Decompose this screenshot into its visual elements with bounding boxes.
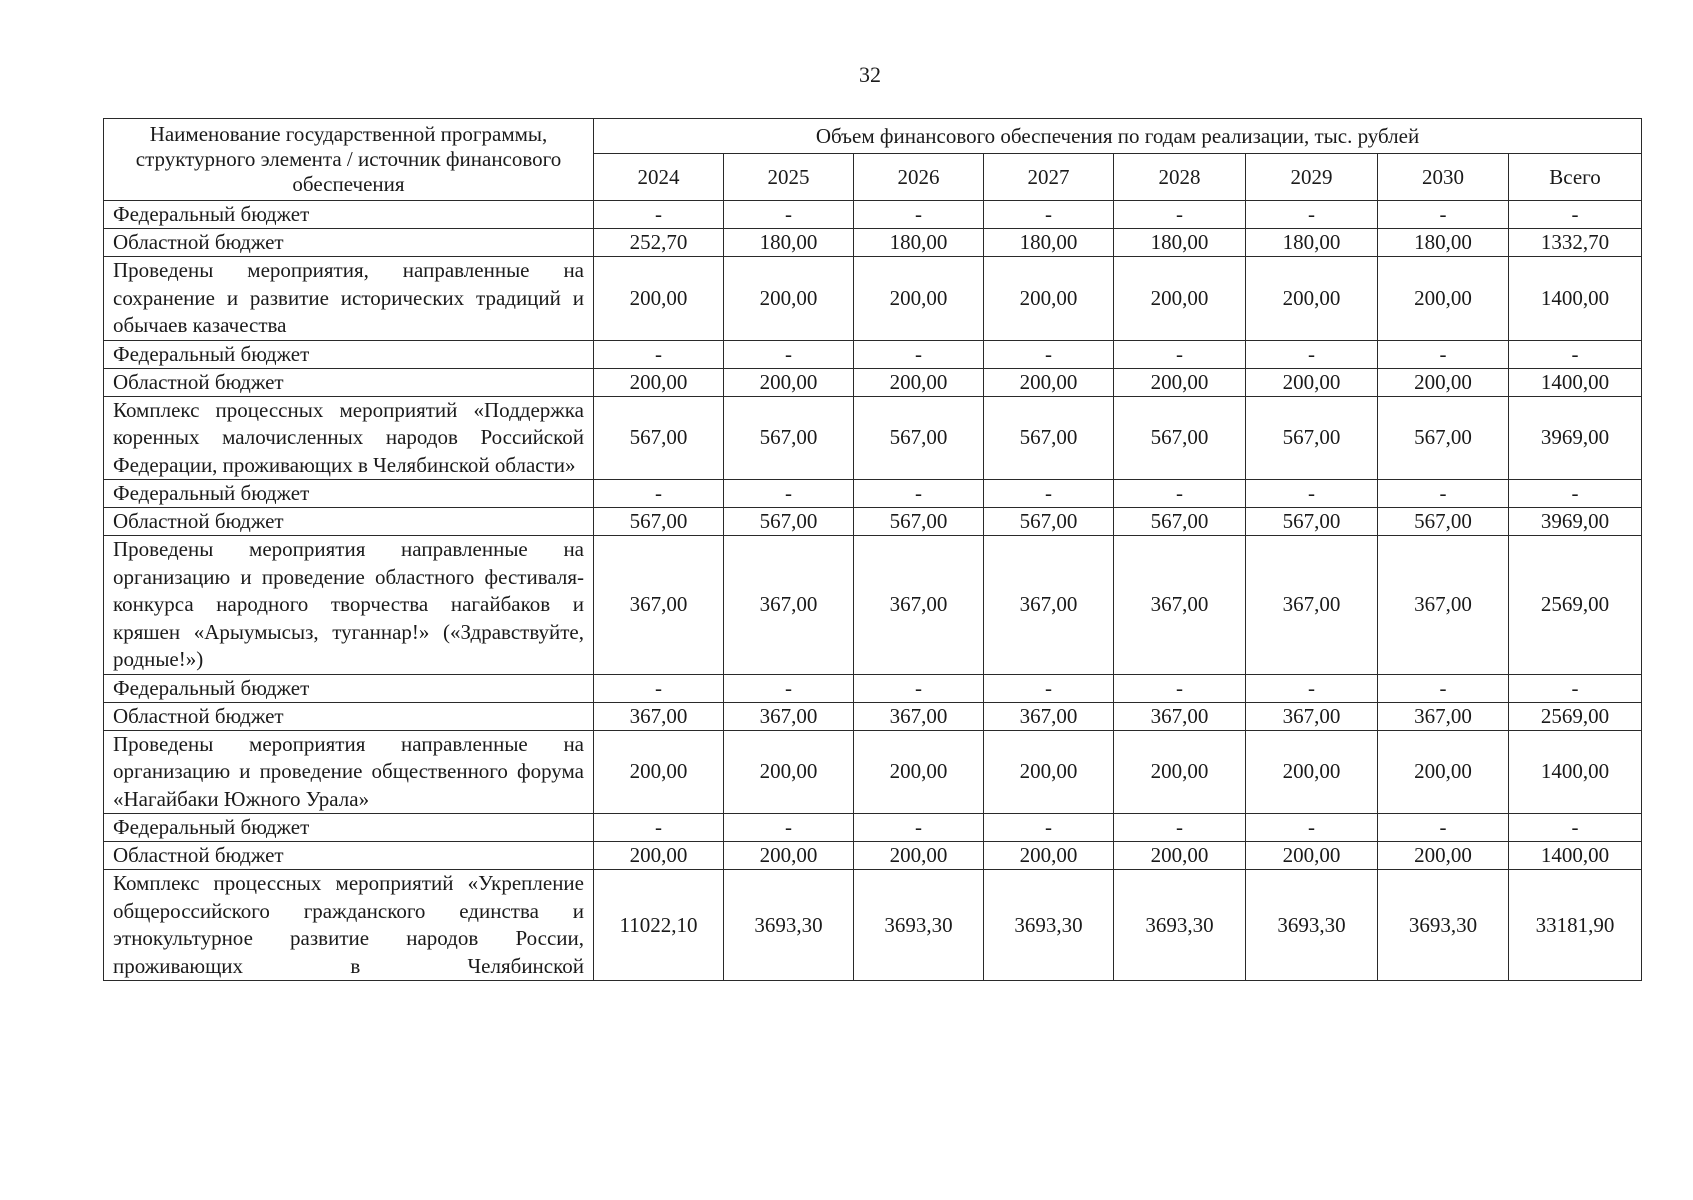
value-cell: 567,00 — [1246, 396, 1378, 480]
value-cell: 200,00 — [984, 842, 1114, 870]
value-cell: - — [854, 201, 984, 229]
total-cell: - — [1509, 674, 1642, 702]
row-label: Проведены мероприятия направленные на организацию и проведение областного фестиваля-конкурса народного творчества нагайбаков и кряшен «Арыумысыз, туганнар!» («Здравствуйте, родные!») — [104, 536, 594, 675]
table-row — [104, 368, 1642, 396]
value-cell: 367,00 — [1246, 536, 1378, 675]
value-cell: 200,00 — [1114, 368, 1246, 396]
value-cell: 200,00 — [1114, 257, 1246, 341]
financing-table — [103, 118, 1642, 981]
value-cell: 567,00 — [854, 396, 984, 480]
row-label: Комплекс процессных мероприятий «Укрепление общероссийского гражданского единства и этнокультурное развитие народов России, проживающих в Челябинской — [104, 870, 594, 981]
total-cell: 3969,00 — [1509, 396, 1642, 480]
value-cell: 200,00 — [594, 842, 724, 870]
year-header: 2027 — [984, 154, 1114, 201]
value-cell: 567,00 — [984, 396, 1114, 480]
value-cell: 367,00 — [854, 702, 984, 730]
value-cell: - — [1246, 480, 1378, 508]
year-header: 2029 — [1246, 154, 1378, 201]
row-label: Областной бюджет — [104, 842, 594, 870]
header-row-top — [104, 119, 1642, 154]
value-cell: - — [1378, 674, 1509, 702]
value-cell: 367,00 — [1378, 536, 1509, 675]
value-cell: 567,00 — [1114, 508, 1246, 536]
value-cell: - — [1246, 674, 1378, 702]
value-cell: - — [984, 201, 1114, 229]
value-cell: 367,00 — [1246, 702, 1378, 730]
year-header: 2024 — [594, 154, 724, 201]
value-cell: 367,00 — [984, 536, 1114, 675]
value-cell: - — [984, 814, 1114, 842]
value-cell: 200,00 — [854, 368, 984, 396]
table-row — [104, 508, 1642, 536]
value-cell: 200,00 — [1378, 257, 1509, 341]
value-cell: - — [724, 201, 854, 229]
value-cell: 567,00 — [594, 508, 724, 536]
value-cell: - — [854, 814, 984, 842]
total-cell: 2569,00 — [1509, 702, 1642, 730]
value-cell: - — [984, 674, 1114, 702]
year-header: 2026 — [854, 154, 984, 201]
row-label: Федеральный бюджет — [104, 340, 594, 368]
value-cell: 200,00 — [594, 257, 724, 341]
value-cell: 3693,30 — [1114, 870, 1246, 981]
value-cell: - — [594, 340, 724, 368]
value-cell: 200,00 — [984, 730, 1114, 814]
value-cell: 567,00 — [1378, 508, 1509, 536]
value-cell: - — [1114, 814, 1246, 842]
value-cell: 200,00 — [594, 368, 724, 396]
value-cell: 200,00 — [724, 842, 854, 870]
value-cell: - — [1114, 340, 1246, 368]
value-cell: 180,00 — [854, 229, 984, 257]
value-cell: 367,00 — [984, 702, 1114, 730]
table-row — [104, 814, 1642, 842]
value-cell: 200,00 — [594, 730, 724, 814]
value-cell: 180,00 — [984, 229, 1114, 257]
value-cell: 252,70 — [594, 229, 724, 257]
value-cell: - — [724, 340, 854, 368]
value-cell: - — [984, 340, 1114, 368]
value-cell: 367,00 — [854, 536, 984, 675]
value-cell: 567,00 — [1378, 396, 1509, 480]
value-cell: 180,00 — [1378, 229, 1509, 257]
value-cell: 200,00 — [984, 368, 1114, 396]
value-cell: - — [1246, 201, 1378, 229]
table-row — [104, 730, 1642, 814]
value-cell: - — [984, 480, 1114, 508]
row-label: Комплекс процессных мероприятий «Поддержка коренных малочисленных народов Российской Федерации, проживающих в Челябинской области» — [104, 396, 594, 480]
total-header: Всего — [1509, 154, 1642, 201]
value-cell: 567,00 — [1114, 396, 1246, 480]
value-cell: 200,00 — [724, 257, 854, 341]
value-cell: 200,00 — [1378, 730, 1509, 814]
value-cell: 567,00 — [854, 508, 984, 536]
value-cell: 367,00 — [1114, 536, 1246, 675]
value-cell: 200,00 — [854, 730, 984, 814]
value-cell: 180,00 — [1114, 229, 1246, 257]
value-cell: 200,00 — [724, 730, 854, 814]
year-header: 2028 — [1114, 154, 1246, 201]
total-cell: 1400,00 — [1509, 368, 1642, 396]
row-label: Проведены мероприятия, направленные на сохранение и развитие исторических традиций и обычаев казачества — [104, 257, 594, 341]
value-cell: 567,00 — [984, 508, 1114, 536]
value-cell: - — [594, 480, 724, 508]
table-row — [104, 674, 1642, 702]
value-cell: 200,00 — [1378, 842, 1509, 870]
volume-header: Объем финансового обеспечения по годам реализации, тыс. рублей — [594, 119, 1642, 154]
value-cell: 200,00 — [854, 257, 984, 341]
value-cell: 3693,30 — [984, 870, 1114, 981]
value-cell: - — [1114, 674, 1246, 702]
total-cell: 1400,00 — [1509, 842, 1642, 870]
table-row — [104, 480, 1642, 508]
row-label: Областной бюджет — [104, 702, 594, 730]
value-cell: 367,00 — [1114, 702, 1246, 730]
value-cell: - — [724, 814, 854, 842]
total-cell: - — [1509, 480, 1642, 508]
value-cell: 367,00 — [594, 702, 724, 730]
value-cell: - — [1378, 814, 1509, 842]
value-cell: - — [594, 814, 724, 842]
row-label: Областной бюджет — [104, 229, 594, 257]
year-header: 2025 — [724, 154, 854, 201]
row-label: Областной бюджет — [104, 368, 594, 396]
total-cell: 1332,70 — [1509, 229, 1642, 257]
row-label: Проведены мероприятия направленные на организацию и проведение общественного форума «Нагайбаки Южного Урала» — [104, 730, 594, 814]
value-cell: 3693,30 — [1378, 870, 1509, 981]
value-cell: 200,00 — [1114, 842, 1246, 870]
table-row — [104, 201, 1642, 229]
value-cell: 200,00 — [854, 842, 984, 870]
value-cell: 567,00 — [724, 508, 854, 536]
value-cell: 200,00 — [1114, 730, 1246, 814]
value-cell: - — [724, 480, 854, 508]
table-row — [104, 396, 1642, 480]
total-cell: 3969,00 — [1509, 508, 1642, 536]
value-cell: 180,00 — [724, 229, 854, 257]
total-cell: - — [1509, 814, 1642, 842]
value-cell: - — [1114, 480, 1246, 508]
year-header: 2030 — [1378, 154, 1509, 201]
value-cell: - — [594, 201, 724, 229]
value-cell: 3693,30 — [854, 870, 984, 981]
row-label: Областной бюджет — [104, 508, 594, 536]
row-label: Федеральный бюджет — [104, 480, 594, 508]
value-cell: 367,00 — [724, 536, 854, 675]
total-cell: 1400,00 — [1509, 257, 1642, 341]
table-row — [104, 257, 1642, 341]
value-cell: 180,00 — [1246, 229, 1378, 257]
total-cell: 33181,90 — [1509, 870, 1642, 981]
page-number: 32 — [859, 62, 881, 87]
value-cell: - — [854, 674, 984, 702]
value-cell: - — [724, 674, 854, 702]
value-cell: 200,00 — [1246, 368, 1378, 396]
value-cell: 367,00 — [594, 536, 724, 675]
value-cell: 200,00 — [1246, 257, 1378, 341]
value-cell: - — [1246, 814, 1378, 842]
table-row — [104, 870, 1642, 981]
total-cell: 2569,00 — [1509, 536, 1642, 675]
value-cell: 11022,10 — [594, 870, 724, 981]
value-cell: 200,00 — [984, 257, 1114, 341]
value-cell: 200,00 — [1378, 368, 1509, 396]
row-label: Федеральный бюджет — [104, 674, 594, 702]
table-row — [104, 702, 1642, 730]
value-cell: - — [594, 674, 724, 702]
table-row — [104, 536, 1642, 675]
total-cell: 1400,00 — [1509, 730, 1642, 814]
value-cell: 3693,30 — [724, 870, 854, 981]
value-cell: 3693,30 — [1246, 870, 1378, 981]
value-cell: 200,00 — [1246, 842, 1378, 870]
value-cell: - — [1114, 201, 1246, 229]
value-cell: - — [1378, 480, 1509, 508]
value-cell: 367,00 — [1378, 702, 1509, 730]
value-cell: 567,00 — [594, 396, 724, 480]
row-label: Федеральный бюджет — [104, 201, 594, 229]
total-cell: - — [1509, 340, 1642, 368]
value-cell: 567,00 — [1246, 508, 1378, 536]
name-column-header: Наименование государственной программы, структурного элемента / источник финансового обеспечения — [104, 119, 594, 201]
table-row — [104, 229, 1642, 257]
value-cell: 567,00 — [724, 396, 854, 480]
value-cell: - — [1246, 340, 1378, 368]
value-cell: - — [1378, 201, 1509, 229]
value-cell: - — [854, 480, 984, 508]
total-cell: - — [1509, 201, 1642, 229]
value-cell: - — [854, 340, 984, 368]
value-cell: 200,00 — [1246, 730, 1378, 814]
value-cell: - — [1378, 340, 1509, 368]
row-label: Федеральный бюджет — [104, 814, 594, 842]
table-row — [104, 340, 1642, 368]
value-cell: 367,00 — [724, 702, 854, 730]
value-cell: 200,00 — [724, 368, 854, 396]
table-row — [104, 842, 1642, 870]
